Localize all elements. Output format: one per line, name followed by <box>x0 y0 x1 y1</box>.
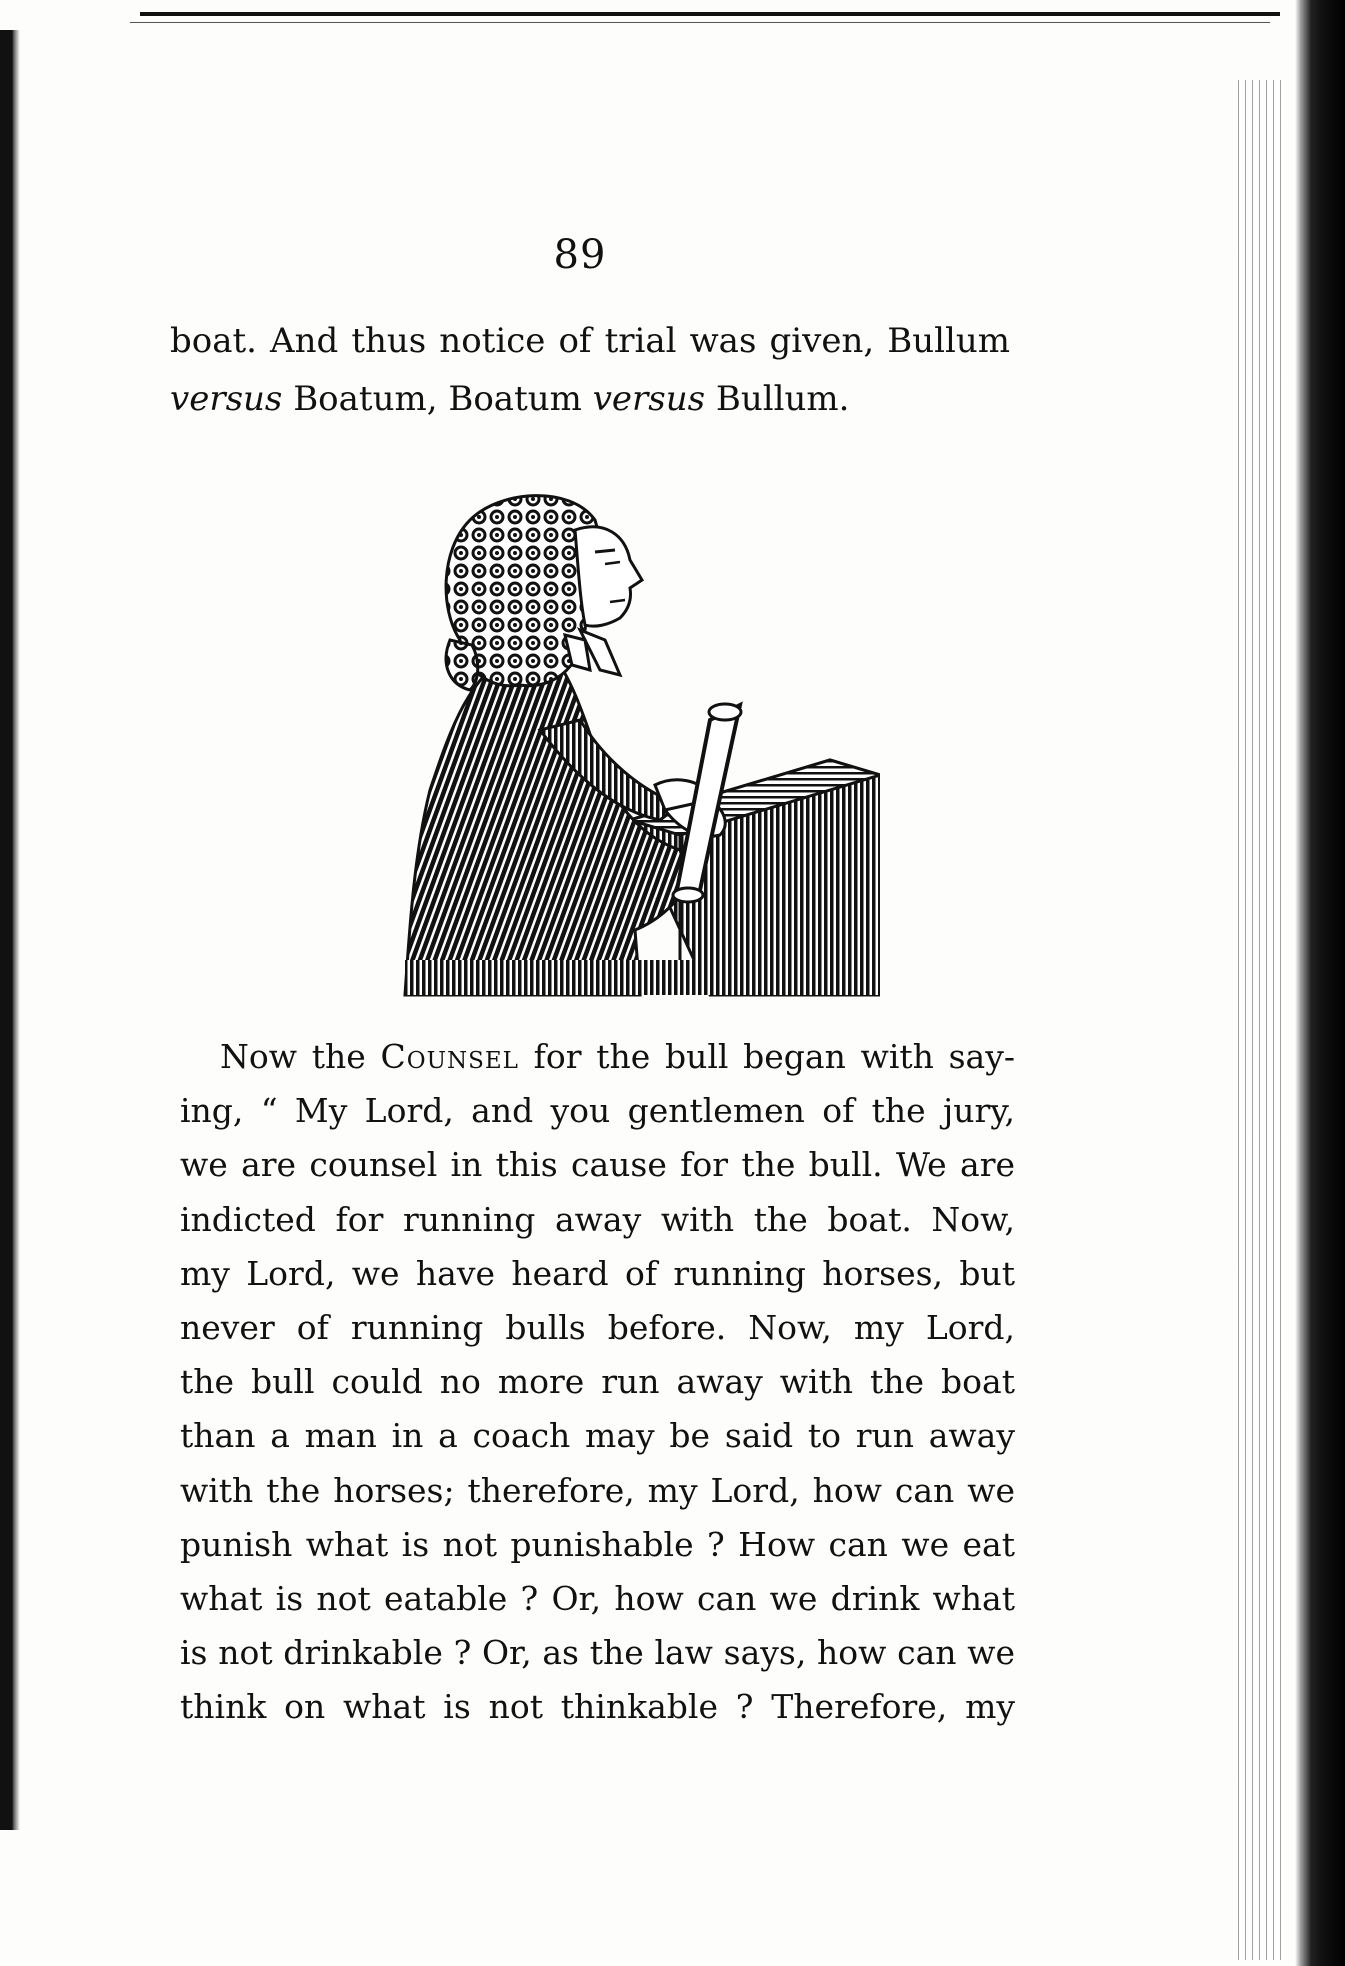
text-fragment: Boatum, Boatum <box>282 379 593 419</box>
page-right-edge <box>1295 0 1345 1966</box>
paragraph-main-line: indicted for running away with the boat. Now, <box>180 1199 1015 1239</box>
paragraph-top-line-1: boat. And thus notice of trial was given, Bullum <box>170 321 1010 361</box>
barrister-woodcut-icon <box>380 490 880 1000</box>
text-fragment: for the bull began with say- <box>518 1037 1016 1076</box>
versus-italic: versus <box>592 379 706 419</box>
text-fragment: Bullum. <box>705 379 850 419</box>
page-top-edge <box>140 12 1280 16</box>
paragraph-main-line: with the horses; therefore, my Lord, how can we <box>180 1470 1015 1510</box>
paragraph-main-line: ing, “ My Lord, and you gentlemen of the jury, <box>180 1091 1015 1131</box>
page-number: 89 <box>553 232 607 278</box>
paragraph-top <box>170 312 1010 428</box>
paragraph-main-line: what is not eatable ? Or, how can we drink what <box>180 1579 1015 1619</box>
paragraph-main-line: the bull could no more run away with the boat <box>180 1362 1015 1402</box>
counsel-smallcaps: Counsel <box>380 1037 519 1076</box>
paragraph-main-line: my Lord, we have heard of running horses, but <box>180 1253 1015 1293</box>
page-left-edge <box>0 30 20 1830</box>
text-fragment: Now the <box>220 1037 381 1076</box>
page-stack-edges <box>1235 80 1285 1960</box>
paragraph-main-line: we are counsel in this cause for the bull. We are <box>180 1145 1015 1185</box>
paragraph-main-line: than a man in a coach may be said to run away <box>180 1416 1015 1456</box>
paragraph-main-line: is not drinkable ? Or, as the law says, how can we <box>180 1633 1015 1673</box>
versus-italic: versus <box>170 379 283 419</box>
paragraph-main <box>180 1030 1015 1735</box>
paragraph-main-line: think on what is not thinkable ? Therefore, my <box>180 1687 1015 1727</box>
paragraph-main-line: never of running bulls before. Now, my Lord, <box>180 1308 1015 1348</box>
paragraph-top-line-2 <box>170 370 1010 428</box>
paragraph-main-line-1 <box>180 1030 1015 1084</box>
page-top-rule <box>130 22 1270 23</box>
paragraph-main-line: punish what is not punishable ? How can we eat <box>180 1524 1015 1564</box>
